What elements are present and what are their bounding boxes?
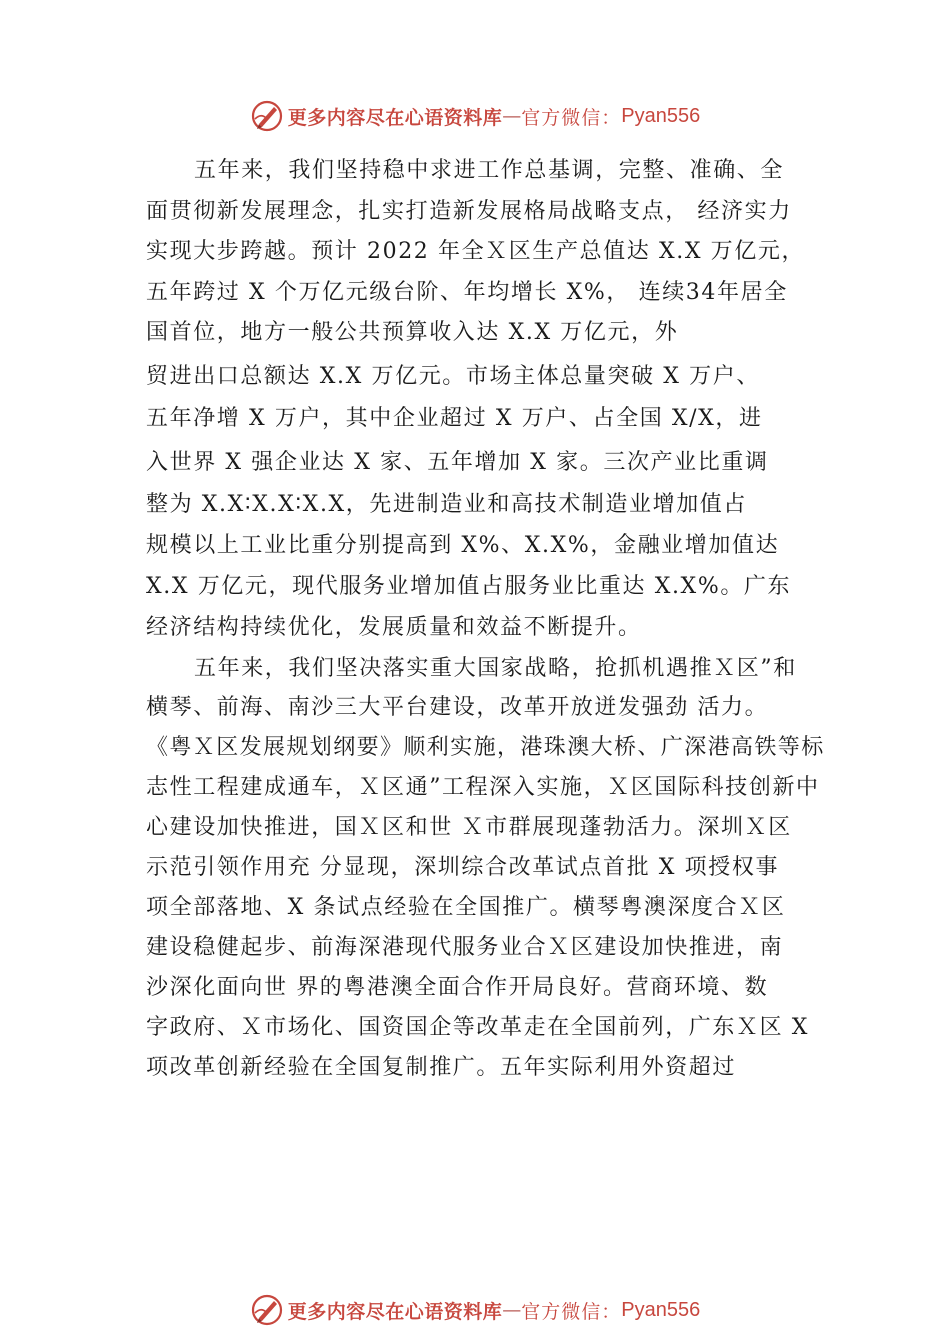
banner-wechat-label: 官方微信： bbox=[521, 106, 622, 129]
text-line: 经济结构持续优化，发展质量和效益不断提升。 bbox=[146, 615, 642, 640]
text-line: X.X 万亿元，现代服务业增加值占服务业比重达 X.X%。广东 bbox=[146, 574, 792, 599]
text-line: 面贯彻新发展理念，扎实打造新发展格局战略支点， 经济实力 bbox=[146, 199, 792, 224]
text-line: 规模以上工业比重分别提高到 X%、X.X%，金融业增加值达 bbox=[146, 533, 780, 558]
text-line: 国首位，地方一般公共预算收入达 X.X 万亿元，外 bbox=[146, 320, 679, 345]
text-line: 横琴、前海、南沙三大平台建设，改革开放迸发强劲 活力。 bbox=[146, 695, 769, 720]
circular-pen-logo-icon bbox=[250, 99, 284, 133]
banner-main-text: 更多内容尽在心语资料库 bbox=[287, 106, 503, 129]
banner-separator: — bbox=[502, 1299, 522, 1321]
banner-separator: — bbox=[502, 105, 522, 127]
circular-pen-logo-icon bbox=[250, 1293, 284, 1327]
text-line: 整为 X.X∶X.X∶X.X，先进制造业和高技术制造业增加值占 bbox=[146, 492, 747, 517]
banner-wechat-id: Pyan556 bbox=[621, 1298, 701, 1321]
header-banner bbox=[0, 96, 950, 136]
banner-wechat-id: Pyan556 bbox=[621, 104, 701, 127]
text-line: 贸进出口总额达 X.X 万亿元。市场主体总量突破 X 万户、 bbox=[146, 364, 760, 389]
text-line: 示范引领作用充 分显现，深圳综合改革试点首批 X 项授权事 bbox=[146, 855, 780, 880]
text-line: 项全部落地、X 条试点经验在全国推广。横琴粤澳深度合Ｘ区 bbox=[146, 895, 786, 920]
banner-main-text: 更多内容尽在心语资料库 bbox=[287, 1300, 503, 1323]
footer-banner bbox=[0, 1290, 950, 1330]
text-line: 五年跨过 X 个万亿元级台阶、年均增长 X%， 连续34年居全 bbox=[146, 280, 788, 305]
text-line: 实现大步跨越。预计 2022 年全Ｘ区生产总值达 X.X 万亿元， bbox=[146, 239, 806, 264]
text-line: 五年来，我们坚决落实重大国家战略，抢抓机遇推Ｘ区”和 bbox=[194, 656, 797, 681]
text-line: 志性工程建成通车，Ｘ区通”工程深入实施，Ｘ区国际科技创新中 bbox=[146, 775, 820, 800]
text-line: 字政府、Ｘ市场化、国资国企等改革走在全国前列，广东Ｘ区 X bbox=[146, 1015, 810, 1040]
text-line: 沙深化面向世 界的粤港澳全面合作开局良好。营商环境、数 bbox=[146, 975, 769, 1000]
text-line: 项改革创新经验在全国复制推广。五年实际利用外资超过 bbox=[146, 1055, 737, 1080]
text-line: 心建设加快推进，国Ｘ区和世 Ｘ市群展现蓬勃活力。深圳Ｘ区 bbox=[146, 815, 792, 840]
text-line: 《粤Ｘ区发展规划纲要》顺利实施，港珠澳大桥、广深港高铁等标 bbox=[146, 735, 825, 760]
text-line: 五年净增 X 万户，其中企业超过 X 万户、占全国 X/X，进 bbox=[146, 406, 763, 431]
text-line: 入世界 X 强企业达 X 家、五年增加 X 家。三次产业比重调 bbox=[146, 450, 769, 475]
text-line: 建设稳健起步、前海深港现代服务业合Ｘ区建设加快推进，南 bbox=[146, 935, 784, 960]
text-line: 五年来，我们坚持稳中求进工作总基调，完整、准确、全 bbox=[194, 158, 785, 183]
banner-wechat-label: 官方微信： bbox=[521, 1300, 622, 1323]
